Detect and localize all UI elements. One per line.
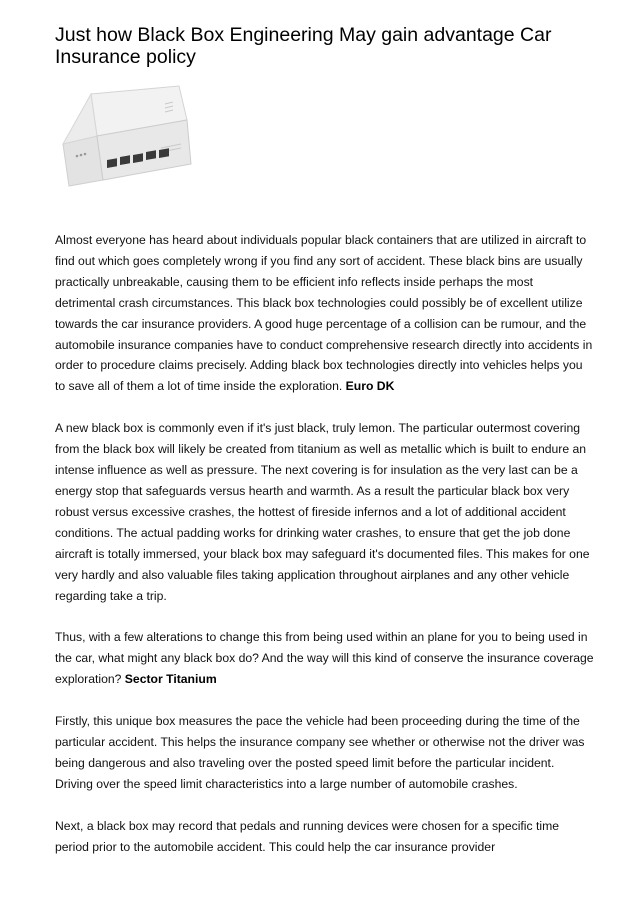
paragraph-5-text: Next, a black box may record that pedals and running devices were chosen for a specific time period prior to the automobile accident. This could help the car insurance provider: [55, 818, 560, 854]
paragraph-2-text: A new black box is commonly even if it's just black, truly lemon. The particular outermost covering from the black box will likely be created from titanium as well as metallic which is built to endure an intense influence as well as pressure. The next covering is for insulation as the very last can be a energy stop that safeguards versus hearth and warmth. As a result the particular black box very robust versus excessive crashes, the hottest of fireside infernos and a lot of additional accident conditions. The actual padding works for drinking water crashes, to ensure that get the job done aircraft is totally immersed, your black box may safeguard it's documented files. This makes for one very hardly and also valuable files taking application throughout airplanes and any other vehicle regarding take a trip.: [55, 421, 590, 603]
paragraph-1-text: Almost everyone has heard about individuals popular black containers that are utilized in aircraft to find out which goes completely wrong if you find any sort of accident. These black bins are usually practically unbreakable, causing them to be efficient info reflects inside perhaps the most detrimental crash circumstances. This black box technologies could possibly be of excellent utilize towards the car insurance providers. A good huge percentage of a collision can be rumour, and the automobile insurance companies have to conduct comprehensive research directly into accidents in order to procedure claims precisely. Adding black box technologies directly into vehicles helps you to save all of them a lot of time inside the exploration.: [55, 233, 593, 394]
paragraph-3: [55, 627, 595, 690]
router-image: [57, 76, 207, 196]
paragraph-3-text: Thus, with a few alterations to change this from being used within an plane for you to being used in the car, what might any black box do? And the way will this kind of conserve the insurance coverage exploration?: [55, 630, 594, 687]
paragraph-5: [55, 816, 595, 858]
paragraph-2: [55, 418, 595, 606]
document-page: [55, 24, 595, 858]
link-euro-dk[interactable]: Euro DK: [345, 379, 395, 394]
paragraph-4: [55, 711, 595, 795]
link-sector-titanium[interactable]: Sector Titanium: [124, 672, 217, 687]
paragraph-4-text: Firstly, this unique box measures the pace the vehicle had been proceeding during the time of the particular accident. This helps the insurance company see whether or otherwise not the driver was being dangerous and also traveling over the posted speed limit before the particular incident. Driving over the speed limit characteristics into a large number of automobile crashes.: [55, 714, 585, 791]
router-illustration: [57, 76, 207, 196]
paragraph-1: [55, 230, 595, 397]
document-title: Just how Black Box Engineering May gain advantage Car Insurance policy: [55, 24, 552, 68]
